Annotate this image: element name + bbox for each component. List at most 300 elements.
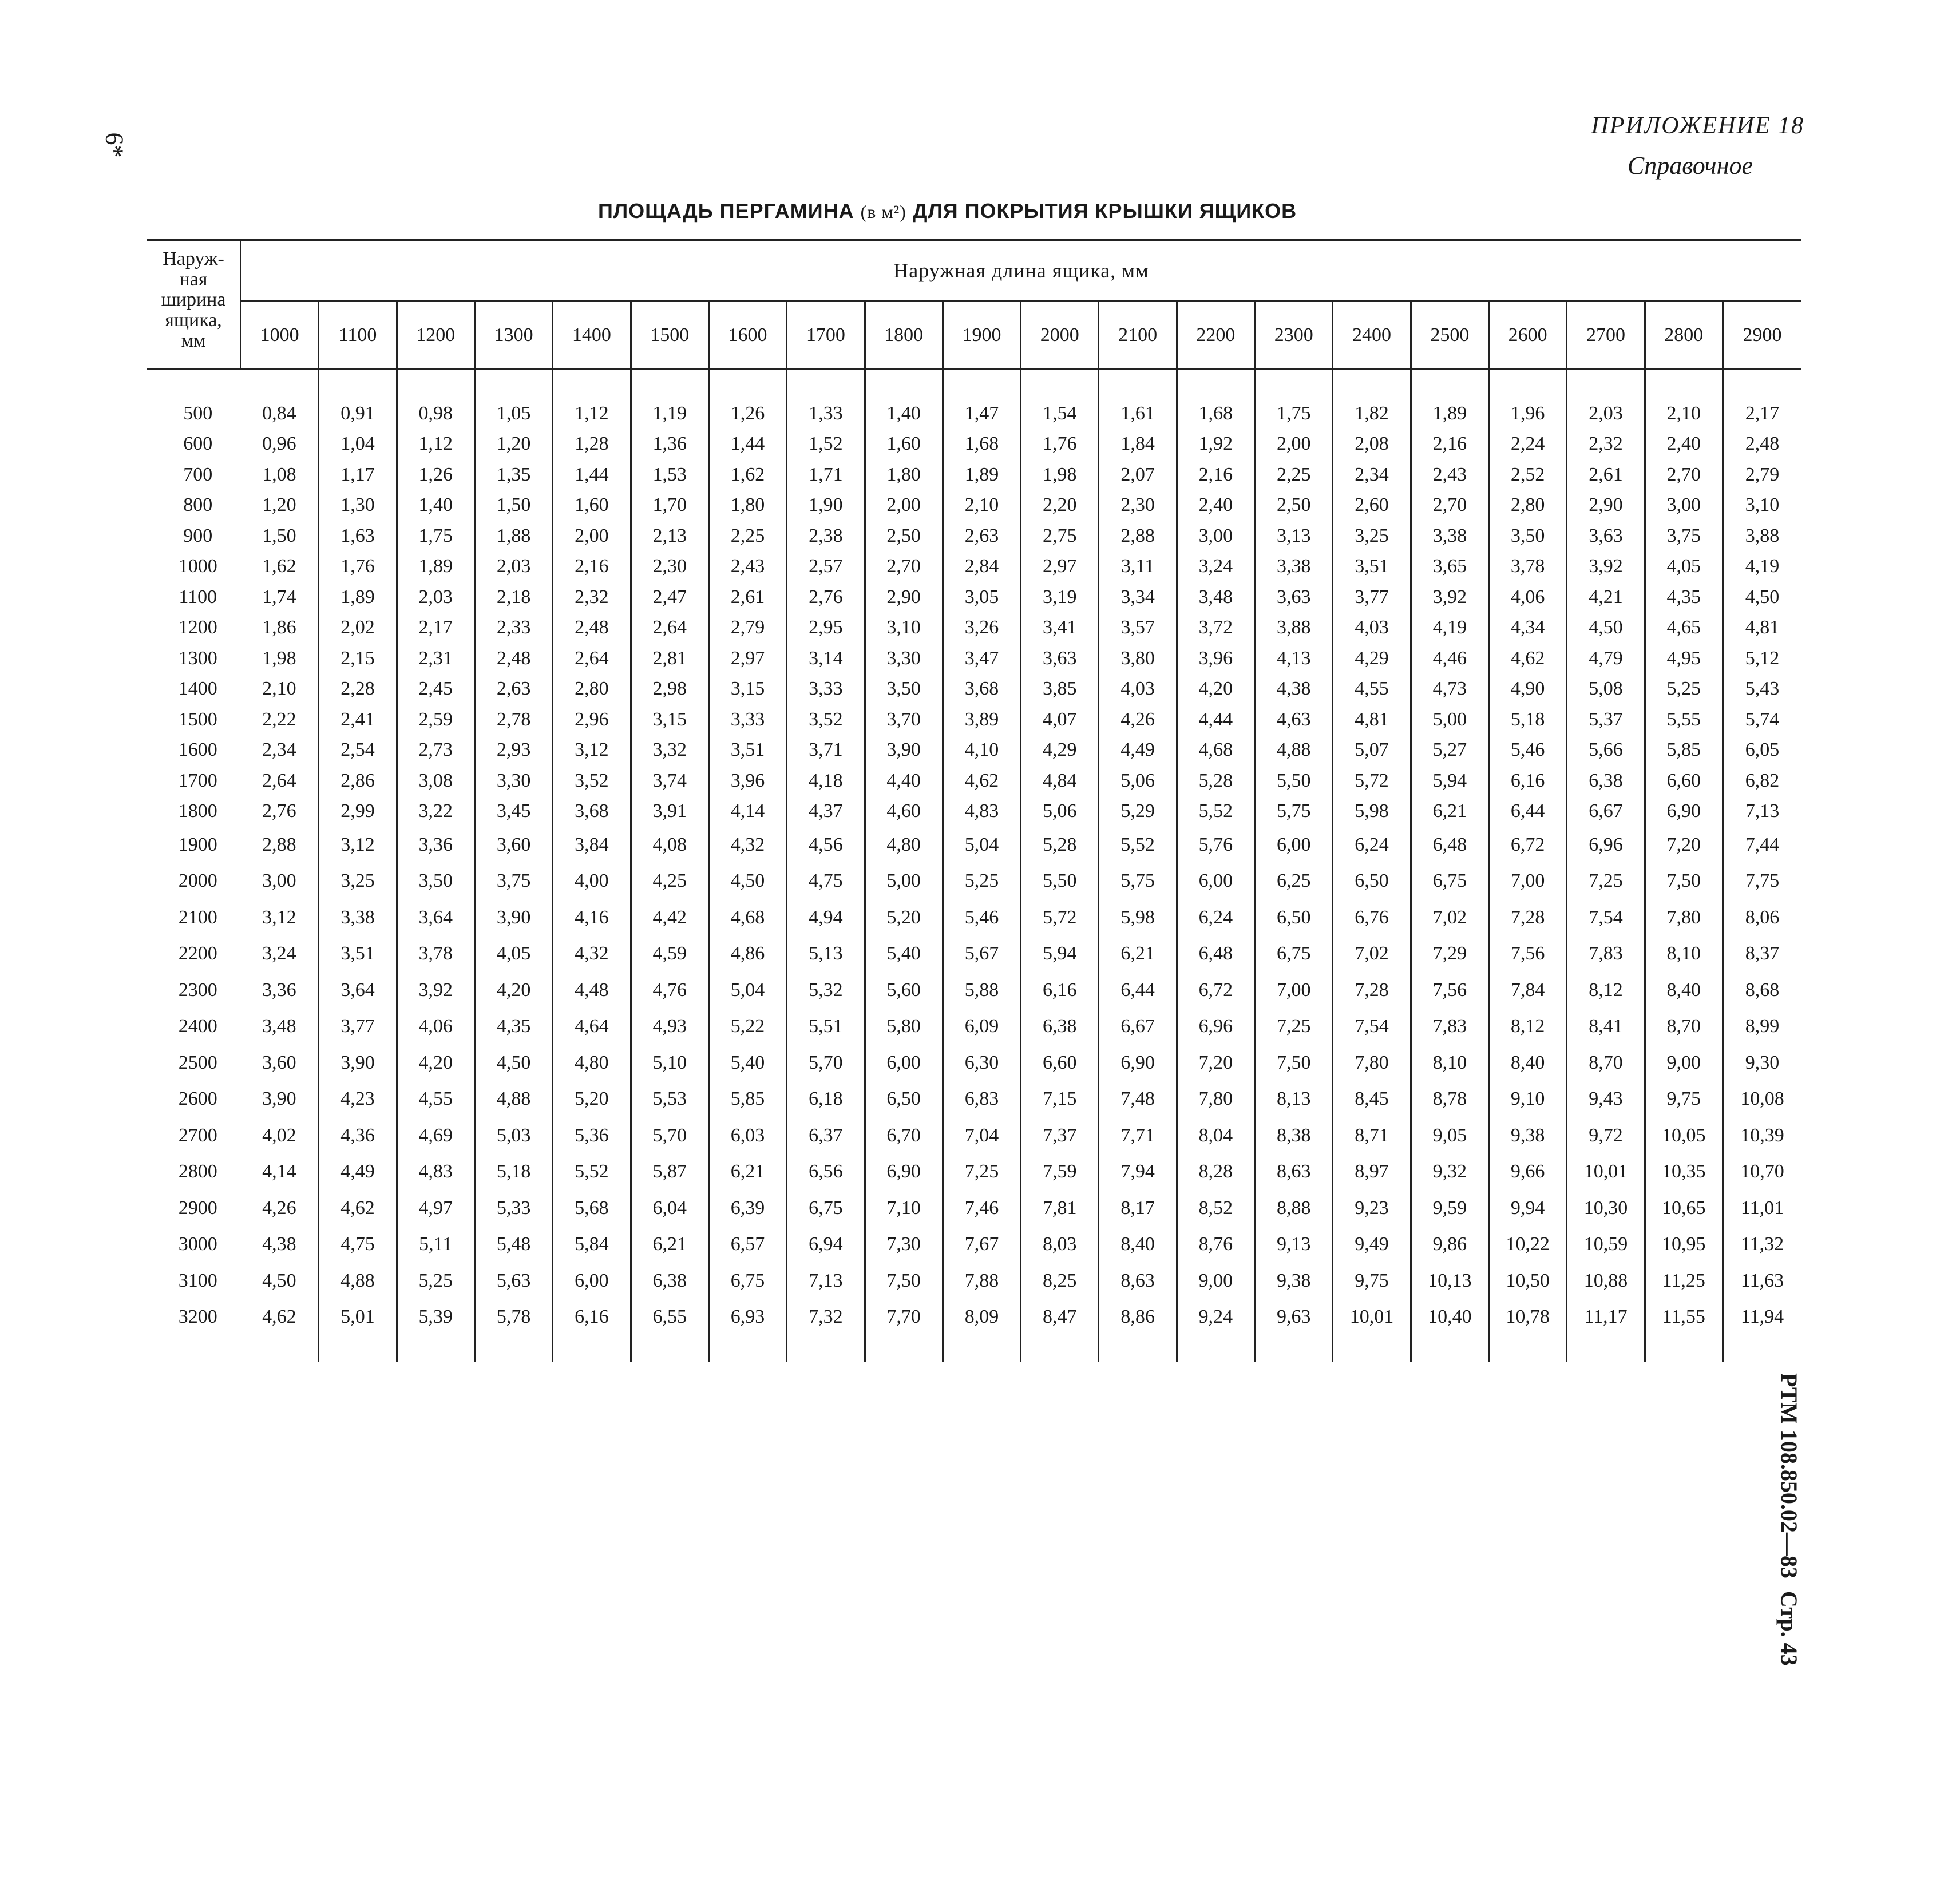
- area-cell: 5,29: [1099, 796, 1177, 827]
- area-cell: 7,80: [1333, 1045, 1411, 1081]
- area-cell: 7,54: [1333, 1009, 1411, 1045]
- area-cell: 5,98: [1333, 796, 1411, 827]
- area-cell: 3,90: [474, 899, 552, 936]
- appendix-label: ПРИЛОЖЕНИЕ 18: [1591, 113, 1804, 139]
- title-main: ПЛОЩАДЬ ПЕРГАМИНА: [598, 199, 854, 223]
- area-cell: 3,85: [1021, 674, 1099, 705]
- area-cell: 8,03: [1021, 1227, 1099, 1263]
- area-cell: 7,59: [1021, 1154, 1099, 1191]
- area-cell: 7,70: [865, 1299, 943, 1336]
- area-cell: 5,18: [1489, 704, 1567, 735]
- area-cell: 7,56: [1489, 936, 1567, 973]
- width-cell: 2400: [178, 1016, 217, 1037]
- area-cell: 1,62: [708, 459, 786, 490]
- area-cell: 5,20: [553, 1081, 631, 1118]
- area-cell: 7,13: [787, 1263, 865, 1299]
- area-cell: 5,03: [474, 1117, 552, 1154]
- area-cell: 6,75: [1411, 863, 1488, 900]
- area-cell: 3,52: [553, 765, 631, 796]
- area-cell: 1,76: [1021, 429, 1099, 460]
- area-cell: 3,11: [1099, 552, 1177, 582]
- area-cell: 4,68: [708, 899, 786, 936]
- area-cell: 6,70: [865, 1117, 943, 1154]
- area-cell: 3,92: [397, 972, 474, 1009]
- area-cell: 7,02: [1411, 899, 1488, 936]
- area-cell: 3,51: [708, 735, 786, 766]
- width-cell: 1500: [178, 708, 217, 730]
- area-cell: 3,15: [708, 674, 786, 705]
- area-cell: 9,13: [1255, 1227, 1333, 1263]
- area-cell: 10,88: [1567, 1263, 1645, 1299]
- area-cell: 3,19: [1021, 582, 1099, 613]
- length-header-cell: 1700: [787, 302, 865, 369]
- area-cell: 2,70: [1645, 459, 1723, 490]
- table-row: [147, 429, 1801, 460]
- area-cell: 3,38: [319, 899, 397, 936]
- area-cell: 5,52: [1099, 827, 1177, 863]
- area-cell: 7,71: [1099, 1117, 1177, 1154]
- length-header-cell: 1400: [553, 302, 631, 369]
- spacer-row: [147, 369, 1801, 399]
- area-cell: 1,96: [1489, 398, 1567, 429]
- area-cell: 4,16: [553, 899, 631, 936]
- area-cell: 6,67: [1099, 1009, 1177, 1045]
- area-cell: 4,20: [474, 972, 552, 1009]
- area-cell: 3,64: [319, 972, 397, 1009]
- table-row: [147, 704, 1801, 735]
- area-cell: 4,88: [1255, 735, 1333, 766]
- area-cell: 1,54: [1021, 398, 1099, 429]
- area-cell: 6,16: [553, 1299, 631, 1336]
- area-cell: 4,90: [1489, 674, 1567, 705]
- area-cell: 4,50: [474, 1045, 552, 1081]
- area-cell: 4,13: [1255, 643, 1333, 674]
- area-cell: 4,03: [1333, 613, 1411, 644]
- area-cell: 4,08: [631, 827, 708, 863]
- area-cell: 2,45: [397, 674, 474, 705]
- area-cell: 4,95: [1645, 643, 1723, 674]
- area-cell: 6,82: [1745, 770, 1780, 791]
- table-row: [147, 863, 1801, 900]
- area-cell: 11,55: [1645, 1299, 1723, 1336]
- area-cell: 1,17: [319, 459, 397, 490]
- area-cell: 10,01: [1567, 1154, 1645, 1191]
- row-header-line: мм: [181, 330, 206, 351]
- area-cell: 6,67: [1567, 796, 1645, 827]
- length-header-cell: 2100: [1099, 302, 1177, 369]
- area-cell: 5,12: [1745, 647, 1780, 669]
- table-row: [147, 1263, 1801, 1299]
- area-cell: 3,64: [397, 899, 474, 936]
- pergamin-table-wrap: [147, 239, 1801, 1362]
- area-cell: 2,57: [787, 552, 865, 582]
- area-cell: 9,38: [1255, 1263, 1333, 1299]
- area-cell: 7,94: [1099, 1154, 1177, 1191]
- area-cell: 2,30: [631, 552, 708, 582]
- area-cell: 9,05: [1411, 1117, 1488, 1154]
- area-cell: 9,86: [1411, 1227, 1488, 1263]
- area-cell: 2,76: [241, 796, 319, 827]
- area-cell: 6,16: [1021, 972, 1099, 1009]
- area-cell: 10,78: [1489, 1299, 1567, 1336]
- area-cell: 1,89: [319, 582, 397, 613]
- area-cell: 7,54: [1567, 899, 1645, 936]
- area-cell: 1,30: [319, 490, 397, 521]
- table-row: [147, 1117, 1801, 1154]
- area-cell: 2,63: [943, 521, 1020, 552]
- area-cell: 1,26: [708, 398, 786, 429]
- area-cell: 3,25: [319, 863, 397, 900]
- pergamin-area-table: [147, 239, 1801, 1362]
- row-header-line: ная: [179, 268, 208, 290]
- area-cell: 4,35: [1645, 582, 1723, 613]
- area-cell: 2,13: [631, 521, 708, 552]
- area-cell: 5,28: [1021, 827, 1099, 863]
- area-cell: 8,40: [1645, 972, 1723, 1009]
- width-cell: 3000: [178, 1233, 217, 1255]
- area-cell: 1,80: [865, 459, 943, 490]
- area-cell: 2,16: [1411, 429, 1488, 460]
- area-cell: 3,65: [1411, 552, 1488, 582]
- table-row: [147, 613, 1801, 644]
- area-cell: 3,63: [1021, 643, 1099, 674]
- area-cell: 1,80: [708, 490, 786, 521]
- area-cell: 4,26: [1099, 704, 1177, 735]
- area-cell: 10,65: [1645, 1190, 1723, 1227]
- area-cell: 2,97: [1021, 552, 1099, 582]
- area-cell: 2,47: [631, 582, 708, 613]
- row-header-line: ящика,: [165, 310, 222, 331]
- area-cell: 5,63: [474, 1263, 552, 1299]
- area-cell: 4,38: [241, 1227, 319, 1263]
- area-cell: 8,12: [1489, 1009, 1567, 1045]
- area-cell: 6,09: [943, 1009, 1020, 1045]
- area-cell: 1,98: [1021, 459, 1099, 490]
- area-cell: 3,12: [319, 827, 397, 863]
- table-row: [147, 735, 1801, 766]
- area-cell: 3,22: [397, 796, 474, 827]
- length-header-cell: 1500: [631, 302, 708, 369]
- area-cell: 2,79: [1745, 463, 1780, 485]
- area-cell: 2,03: [397, 582, 474, 613]
- area-cell: 7,75: [1745, 870, 1780, 892]
- area-cell: 6,56: [787, 1154, 865, 1191]
- area-cell: 10,35: [1645, 1154, 1723, 1191]
- area-cell: 5,00: [1411, 704, 1488, 735]
- area-cell: 4,03: [1099, 674, 1177, 705]
- area-cell: 6,55: [631, 1299, 708, 1336]
- area-cell: 1,08: [241, 459, 319, 490]
- area-cell: 5,22: [708, 1009, 786, 1045]
- area-cell: 3,12: [553, 735, 631, 766]
- area-cell: 3,25: [1333, 521, 1411, 552]
- area-cell: 2,64: [241, 765, 319, 796]
- area-cell: 1,44: [708, 429, 786, 460]
- area-cell: 8,68: [1745, 979, 1780, 1001]
- area-cell: 11,01: [1740, 1197, 1784, 1219]
- area-cell: 10,22: [1489, 1227, 1567, 1263]
- area-cell: 6,38: [631, 1263, 708, 1299]
- area-cell: 2,64: [553, 643, 631, 674]
- area-cell: 6,96: [1177, 1009, 1254, 1045]
- length-header-cell: 1800: [865, 302, 943, 369]
- area-cell: 2,70: [865, 552, 943, 582]
- length-header-cell: 1600: [708, 302, 786, 369]
- table-row: [147, 674, 1801, 705]
- area-cell: 5,10: [631, 1045, 708, 1081]
- area-cell: 2,90: [865, 582, 943, 613]
- area-cell: 6,21: [708, 1154, 786, 1191]
- table-row: [147, 1227, 1801, 1263]
- area-cell: 10,05: [1645, 1117, 1723, 1154]
- area-cell: 5,94: [1021, 936, 1099, 973]
- area-cell: 2,25: [708, 521, 786, 552]
- area-cell: 1,40: [865, 398, 943, 429]
- area-cell: 5,67: [943, 936, 1020, 973]
- area-cell: 10,01: [1333, 1299, 1411, 1336]
- area-cell: 6,04: [631, 1190, 708, 1227]
- area-cell: 6,25: [1255, 863, 1333, 900]
- area-cell: 7,46: [943, 1190, 1020, 1227]
- area-cell: 2,41: [319, 704, 397, 735]
- area-cell: 8,28: [1177, 1154, 1254, 1191]
- area-cell: 5,85: [708, 1081, 786, 1118]
- area-cell: 1,82: [1333, 398, 1411, 429]
- area-cell: 9,72: [1567, 1117, 1645, 1154]
- area-cell: 2,00: [1255, 429, 1333, 460]
- area-cell: 2,54: [319, 735, 397, 766]
- area-cell: 5,43: [1745, 678, 1780, 700]
- area-cell: 4,18: [787, 765, 865, 796]
- area-cell: 7,25: [1255, 1009, 1333, 1045]
- length-header-cell: 2200: [1177, 302, 1254, 369]
- area-cell: 7,02: [1333, 936, 1411, 973]
- length-header-cell: 2800: [1645, 302, 1723, 369]
- area-cell: 3,72: [1177, 613, 1254, 644]
- area-cell: 5,48: [474, 1227, 552, 1263]
- area-cell: 3,88: [1745, 525, 1780, 546]
- area-cell: 4,60: [865, 796, 943, 827]
- area-cell: 4,29: [1333, 643, 1411, 674]
- area-cell: 5,76: [1177, 827, 1254, 863]
- area-cell: 3,51: [1333, 552, 1411, 582]
- width-cell: 1800: [178, 800, 217, 822]
- area-cell: 2,96: [553, 704, 631, 735]
- area-cell: 4,76: [631, 972, 708, 1009]
- area-cell: 1,63: [319, 521, 397, 552]
- table-row: [147, 398, 1801, 429]
- area-cell: 4,34: [1489, 613, 1567, 644]
- area-cell: 3,24: [241, 936, 319, 973]
- area-cell: 4,21: [1567, 582, 1645, 613]
- area-cell: 4,50: [1567, 613, 1645, 644]
- area-cell: 7,20: [1177, 1045, 1254, 1081]
- area-cell: 4,73: [1411, 674, 1488, 705]
- area-cell: 1,60: [865, 429, 943, 460]
- area-cell: 9,94: [1489, 1190, 1567, 1227]
- area-cell: 8,88: [1255, 1190, 1333, 1227]
- area-cell: 2,88: [241, 827, 319, 863]
- area-cell: 3,77: [319, 1009, 397, 1045]
- area-cell: 5,75: [1099, 863, 1177, 900]
- area-cell: 2,16: [553, 552, 631, 582]
- area-cell: 1,12: [397, 429, 474, 460]
- area-cell: 1,75: [397, 521, 474, 552]
- area-cell: 5,40: [865, 936, 943, 973]
- area-cell: 1,47: [943, 398, 1020, 429]
- area-cell: 5,46: [1489, 735, 1567, 766]
- area-cell: 2,31: [397, 643, 474, 674]
- area-cell: 8,63: [1099, 1263, 1177, 1299]
- area-cell: 3,26: [943, 613, 1020, 644]
- area-cell: 6,38: [1021, 1009, 1099, 1045]
- area-cell: 1,44: [553, 459, 631, 490]
- area-cell: 2,63: [474, 674, 552, 705]
- area-cell: 3,91: [631, 796, 708, 827]
- area-cell: 4,55: [397, 1081, 474, 1118]
- area-cell: 5,60: [865, 972, 943, 1009]
- title-tail: ДЛЯ ПОКРЫТИЯ КРЫШКИ ЯЩИКОВ: [912, 199, 1297, 223]
- area-cell: 8,41: [1567, 1009, 1645, 1045]
- area-cell: 4,94: [787, 899, 865, 936]
- area-cell: 2,00: [553, 521, 631, 552]
- area-cell: 4,97: [397, 1190, 474, 1227]
- area-cell: 5,74: [1745, 708, 1780, 730]
- area-cell: 7,04: [943, 1117, 1020, 1154]
- side-doc-code: РТМ 108.850.02—83: [1776, 1373, 1802, 1578]
- area-cell: 4,62: [1489, 643, 1567, 674]
- length-header-cell: 2300: [1255, 302, 1333, 369]
- length-header-cell: 1000: [241, 302, 319, 369]
- length-header-cell: 2000: [1021, 302, 1099, 369]
- area-cell: 6,03: [708, 1117, 786, 1154]
- table-row: [147, 490, 1801, 521]
- area-cell: 5,01: [319, 1299, 397, 1336]
- table-row: [147, 1154, 1801, 1191]
- area-cell: 6,00: [1255, 827, 1333, 863]
- table-body: [147, 369, 1801, 1362]
- area-cell: 5,94: [1411, 765, 1488, 796]
- area-cell: 5,00: [865, 863, 943, 900]
- area-cell: 10,59: [1567, 1227, 1645, 1263]
- area-cell: 3,60: [241, 1045, 319, 1081]
- area-cell: 6,72: [1177, 972, 1254, 1009]
- area-cell: 6,44: [1099, 972, 1177, 1009]
- area-cell: 2,34: [1333, 459, 1411, 490]
- area-cell: 2,99: [319, 796, 397, 827]
- area-cell: 2,81: [631, 643, 708, 674]
- width-cell: 1300: [178, 647, 217, 669]
- area-cell: 4,88: [319, 1263, 397, 1299]
- area-cell: 7,28: [1333, 972, 1411, 1009]
- area-cell: 6,24: [1177, 899, 1254, 936]
- area-cell: 2,43: [1411, 459, 1488, 490]
- area-cell: 2,10: [241, 674, 319, 705]
- area-cell: 2,95: [787, 613, 865, 644]
- area-cell: 3,77: [1333, 582, 1411, 613]
- area-cell: 6,50: [865, 1081, 943, 1118]
- area-cell: 2,52: [1489, 459, 1567, 490]
- area-cell: 7,48: [1099, 1081, 1177, 1118]
- area-cell: 10,39: [1740, 1124, 1784, 1146]
- area-cell: 1,04: [319, 429, 397, 460]
- area-cell: 2,32: [1567, 429, 1645, 460]
- area-cell: 8,47: [1021, 1299, 1099, 1336]
- area-cell: 3,50: [865, 674, 943, 705]
- page-title: [598, 199, 1297, 223]
- area-cell: 2,15: [319, 643, 397, 674]
- area-cell: 7,37: [1021, 1117, 1099, 1154]
- area-cell: 4,14: [241, 1154, 319, 1191]
- area-cell: 3,33: [708, 704, 786, 735]
- table-row: [147, 1009, 1801, 1045]
- area-cell: 3,38: [1411, 521, 1488, 552]
- area-cell: 2,86: [319, 765, 397, 796]
- area-cell: 5,66: [1567, 735, 1645, 766]
- area-cell: 2,48: [1745, 433, 1780, 455]
- area-cell: 5,72: [1333, 765, 1411, 796]
- reference-type: Справочное: [1627, 152, 1753, 180]
- area-cell: 4,25: [631, 863, 708, 900]
- area-cell: 4,84: [1021, 765, 1099, 796]
- area-cell: 9,30: [1745, 1052, 1780, 1073]
- area-cell: 3,71: [787, 735, 865, 766]
- area-cell: 9,00: [1645, 1045, 1723, 1081]
- side-page-number: Стр. 43: [1776, 1590, 1802, 1666]
- area-cell: 2,28: [319, 674, 397, 705]
- area-cell: 6,72: [1489, 827, 1567, 863]
- area-cell: 1,86: [241, 613, 319, 644]
- area-cell: 5,98: [1099, 899, 1177, 936]
- area-cell: 2,98: [631, 674, 708, 705]
- area-cell: 2,61: [708, 582, 786, 613]
- area-cell: 2,50: [1255, 490, 1333, 521]
- width-cell: 1100: [179, 586, 217, 608]
- area-cell: 8,76: [1177, 1227, 1254, 1263]
- area-cell: 9,43: [1567, 1081, 1645, 1118]
- area-cell: 3,30: [865, 643, 943, 674]
- area-cell: 2,24: [1489, 429, 1567, 460]
- area-cell: 1,70: [631, 490, 708, 521]
- area-cell: 4,19: [1745, 556, 1780, 577]
- area-cell: 3,00: [1645, 490, 1723, 521]
- area-cell: 5,70: [787, 1045, 865, 1081]
- width-cell: 2900: [178, 1197, 217, 1219]
- area-cell: 3,68: [553, 796, 631, 827]
- area-cell: 3,10: [1745, 494, 1780, 516]
- area-cell: 9,63: [1255, 1299, 1333, 1336]
- area-cell: 8,63: [1255, 1154, 1333, 1191]
- area-cell: 2,20: [1021, 490, 1099, 521]
- area-cell: 9,66: [1489, 1154, 1567, 1191]
- area-cell: 9,75: [1333, 1263, 1411, 1299]
- length-header-cell: 2700: [1567, 302, 1645, 369]
- area-cell: 3,90: [241, 1081, 319, 1118]
- area-cell: 5,53: [631, 1081, 708, 1118]
- area-cell: 6,75: [1255, 936, 1333, 973]
- area-cell: 6,75: [787, 1190, 865, 1227]
- area-cell: 8,04: [1177, 1117, 1254, 1154]
- area-cell: 1,68: [1177, 398, 1254, 429]
- area-cell: 3,33: [787, 674, 865, 705]
- area-cell: 2,48: [474, 643, 552, 674]
- area-cell: 8,13: [1255, 1081, 1333, 1118]
- area-cell: 1,50: [474, 490, 552, 521]
- area-cell: 3,24: [1177, 552, 1254, 582]
- area-cell: 8,97: [1333, 1154, 1411, 1191]
- area-cell: 2,40: [1177, 490, 1254, 521]
- width-cell: 2000: [178, 870, 217, 892]
